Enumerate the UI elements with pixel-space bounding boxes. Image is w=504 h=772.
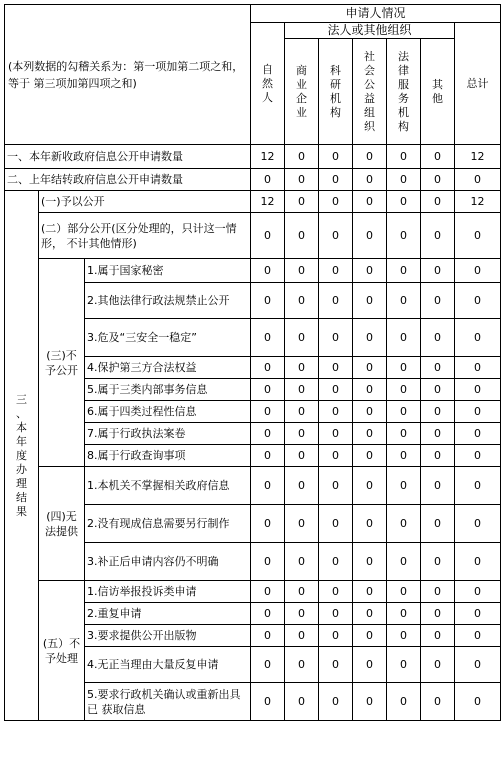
value-cell: 0: [455, 401, 501, 423]
value-cell: 0: [319, 603, 353, 625]
value-cell: 0: [353, 283, 387, 319]
vertical-char: 人: [262, 90, 274, 104]
value-cell: 0: [421, 191, 455, 213]
value-cell: 0: [319, 145, 353, 169]
vertical-char: 律: [398, 63, 410, 77]
group-label: (五）不予处理: [39, 581, 85, 721]
value-cell: 0: [455, 259, 501, 283]
vertical-char: 办: [16, 462, 27, 476]
value-cell: 0: [421, 379, 455, 401]
natural-person-header: [251, 23, 285, 145]
value-cell: 0: [285, 357, 319, 379]
value-cell: 0: [251, 603, 285, 625]
value-cell: 0: [353, 379, 387, 401]
value-cell: 0: [251, 647, 285, 683]
vertical-char: 年: [16, 434, 27, 448]
value-cell: 0: [319, 467, 353, 505]
business-header: [285, 39, 319, 145]
value-cell: 0: [285, 543, 319, 581]
social-org-header: [353, 39, 387, 145]
value-cell: 0: [353, 357, 387, 379]
value-cell: 0: [455, 467, 501, 505]
vertical-char: 公: [364, 77, 376, 91]
value-cell: 0: [319, 379, 353, 401]
value-cell: 0: [387, 145, 421, 169]
value-cell: 0: [285, 169, 319, 191]
value-cell: 0: [387, 467, 421, 505]
value-cell: 0: [353, 543, 387, 581]
value-cell: 0: [285, 213, 319, 259]
value-cell: 0: [455, 625, 501, 647]
value-cell: 0: [387, 683, 421, 721]
value-cell: 0: [285, 423, 319, 445]
vertical-char: 其: [432, 77, 444, 91]
table-row: [5, 191, 501, 213]
vertical-char: 本: [16, 420, 27, 434]
value-cell: 12: [251, 145, 285, 169]
value-cell: 0: [455, 423, 501, 445]
value-cell: 0: [455, 445, 501, 467]
value-cell: 0: [251, 467, 285, 505]
row-label: 1.本机关不掌握相关政府信息: [85, 467, 251, 505]
value-cell: 0: [455, 319, 501, 357]
value-cell: 0: [421, 467, 455, 505]
row-label: 1.属于国家秘密: [85, 259, 251, 283]
value-cell: 0: [421, 319, 455, 357]
value-cell: 0: [319, 401, 353, 423]
vertical-char: 理: [16, 476, 27, 490]
value-cell: 0: [251, 423, 285, 445]
value-cell: 0: [251, 319, 285, 357]
value-cell: 0: [319, 683, 353, 721]
value-cell: 0: [319, 625, 353, 647]
vertical-char: 织: [364, 119, 376, 133]
value-cell: 0: [251, 445, 285, 467]
value-cell: 0: [319, 283, 353, 319]
vertical-char: 机: [398, 105, 410, 119]
vertical-char: 自: [262, 62, 274, 76]
vertical-char: 然: [262, 76, 274, 90]
value-cell: 0: [285, 145, 319, 169]
row-label: (一)予以公开: [39, 191, 251, 213]
row-label: 二、上年结转政府信息公开申请数量: [5, 169, 251, 191]
value-cell: 0: [285, 379, 319, 401]
value-cell: 0: [353, 401, 387, 423]
value-cell: 0: [319, 423, 353, 445]
value-cell: 0: [251, 259, 285, 283]
vertical-char: 业: [296, 77, 308, 91]
value-cell: 0: [387, 401, 421, 423]
value-cell: 0: [387, 543, 421, 581]
row-label: 6.属于四类过程性信息: [85, 401, 251, 423]
value-cell: 0: [353, 191, 387, 213]
value-cell: 0: [353, 423, 387, 445]
value-cell: 0: [387, 581, 421, 603]
value-cell: 0: [387, 213, 421, 259]
value-cell: 0: [285, 191, 319, 213]
value-cell: 0: [387, 283, 421, 319]
value-cell: 0: [421, 647, 455, 683]
value-cell: 0: [353, 259, 387, 283]
vertical-char: 、: [16, 406, 27, 420]
vertical-char: 他: [432, 91, 444, 105]
row-label: 3.补正后申请内容仍不明确: [85, 543, 251, 581]
other-header: [421, 39, 455, 145]
applicant-header: 申请人情况: [251, 5, 501, 23]
table-row: [5, 581, 501, 603]
value-cell: 0: [353, 169, 387, 191]
value-cell: 0: [421, 543, 455, 581]
value-cell: 0: [319, 319, 353, 357]
value-cell: 0: [285, 259, 319, 283]
row-label: 8.属于行政查询事项: [85, 445, 251, 467]
value-cell: 0: [387, 505, 421, 543]
value-cell: 0: [285, 319, 319, 357]
value-cell: 0: [455, 283, 501, 319]
vertical-char: 结: [16, 490, 27, 504]
row-label: (二）部分公开(区分处理的，只计这一情形， 不计其他情形): [39, 213, 251, 259]
group-label: (四)无法提供: [39, 467, 85, 581]
row-label: 2.其他法律行政法规禁止公开: [85, 283, 251, 319]
value-cell: 0: [387, 259, 421, 283]
statistics-table: [4, 4, 501, 721]
value-cell: 0: [421, 625, 455, 647]
value-cell: 0: [455, 169, 501, 191]
value-cell: 0: [387, 603, 421, 625]
value-cell: 0: [455, 647, 501, 683]
value-cell: 0: [319, 259, 353, 283]
research-header: [319, 39, 353, 145]
value-cell: 12: [455, 191, 501, 213]
value-cell: 0: [285, 625, 319, 647]
value-cell: 0: [353, 603, 387, 625]
value-cell: 0: [387, 647, 421, 683]
value-cell: 0: [421, 445, 455, 467]
value-cell: 0: [353, 505, 387, 543]
vertical-char: 益: [364, 91, 376, 105]
value-cell: 0: [251, 505, 285, 543]
value-cell: 0: [319, 543, 353, 581]
value-cell: 0: [387, 379, 421, 401]
row-label: 一、本年新收政府信息公开申请数量: [5, 145, 251, 169]
row-label: 2.没有现成信息需要另行制作: [85, 505, 251, 543]
value-cell: 0: [421, 581, 455, 603]
value-cell: 0: [319, 213, 353, 259]
table-row: [5, 259, 501, 283]
value-cell: 0: [455, 213, 501, 259]
value-cell: 0: [353, 467, 387, 505]
value-cell: 0: [319, 647, 353, 683]
value-cell: 0: [319, 357, 353, 379]
value-cell: 0: [387, 625, 421, 647]
table-note: (本列数据的勾稽关系为：第一项加第二项之和，等于 第三项加第四项之和): [5, 5, 251, 145]
row-label: 7.属于行政执法案卷: [85, 423, 251, 445]
value-cell: 0: [353, 625, 387, 647]
row-label: 1.信访举报投诉类申请: [85, 581, 251, 603]
vertical-char: 商: [296, 63, 308, 77]
vertical-char: 构: [398, 119, 410, 133]
row-label: 5.要求行政机关确认或重新出具已 获取信息: [85, 683, 251, 721]
vertical-char: 业: [296, 105, 308, 119]
value-cell: 0: [455, 379, 501, 401]
vertical-char: 法: [398, 49, 410, 63]
value-cell: 0: [421, 283, 455, 319]
table-row: [5, 169, 501, 191]
value-cell: 0: [421, 401, 455, 423]
value-cell: 0: [387, 445, 421, 467]
value-cell: 0: [387, 423, 421, 445]
value-cell: 0: [387, 319, 421, 357]
table-row: [5, 213, 501, 259]
value-cell: 0: [285, 683, 319, 721]
value-cell: 0: [251, 581, 285, 603]
value-cell: 0: [353, 445, 387, 467]
value-cell: 0: [251, 683, 285, 721]
value-cell: 0: [285, 581, 319, 603]
value-cell: 0: [319, 169, 353, 191]
value-cell: 0: [387, 191, 421, 213]
total-header: 总计: [455, 23, 501, 145]
value-cell: 0: [455, 683, 501, 721]
vertical-char: 科: [330, 63, 342, 77]
vertical-char: 果: [16, 504, 27, 518]
legal-org-header: 法人或其他组织: [285, 23, 455, 39]
value-cell: 0: [285, 603, 319, 625]
value-cell: 0: [285, 283, 319, 319]
vertical-char: 组: [364, 105, 376, 119]
law-service-header: [387, 39, 421, 145]
value-cell: 0: [421, 423, 455, 445]
row-label: 2.重复申请: [85, 603, 251, 625]
group-label: (三)不予公开: [39, 259, 85, 467]
vertical-char: 研: [330, 77, 342, 91]
value-cell: 0: [353, 683, 387, 721]
value-cell: 0: [251, 379, 285, 401]
value-cell: 0: [353, 581, 387, 603]
value-cell: 0: [319, 581, 353, 603]
value-cell: 0: [353, 647, 387, 683]
vertical-char: 会: [364, 63, 376, 77]
value-cell: 0: [421, 357, 455, 379]
table-row: [5, 467, 501, 505]
vertical-char: 服: [398, 77, 410, 91]
value-cell: 0: [251, 169, 285, 191]
value-cell: 0: [421, 145, 455, 169]
row-label: 5.属于三类内部事务信息: [85, 379, 251, 401]
value-cell: 0: [251, 625, 285, 647]
value-cell: 0: [455, 581, 501, 603]
value-cell: 0: [285, 505, 319, 543]
value-cell: 0: [319, 191, 353, 213]
value-cell: 0: [251, 543, 285, 581]
value-cell: 0: [455, 603, 501, 625]
value-cell: 0: [387, 357, 421, 379]
vertical-char: 社: [364, 49, 376, 63]
vertical-char: 机: [330, 91, 342, 105]
vertical-char: 度: [16, 448, 27, 462]
value-cell: 0: [421, 169, 455, 191]
row-label: 4.保护第三方合法权益: [85, 357, 251, 379]
vertical-char: 务: [398, 91, 410, 105]
value-cell: 0: [251, 213, 285, 259]
value-cell: 0: [285, 647, 319, 683]
value-cell: 0: [353, 145, 387, 169]
value-cell: 0: [251, 357, 285, 379]
row-label: 4.无正当理由大量反复申请: [85, 647, 251, 683]
value-cell: 0: [387, 169, 421, 191]
section-three-label: [5, 191, 39, 721]
value-cell: 0: [353, 213, 387, 259]
value-cell: 12: [251, 191, 285, 213]
row-label: 3.危及“三安全一稳定”: [85, 319, 251, 357]
value-cell: 0: [455, 505, 501, 543]
value-cell: 0: [251, 401, 285, 423]
value-cell: 0: [285, 467, 319, 505]
row-label: 3.要求提供公开出版物: [85, 625, 251, 647]
value-cell: 0: [421, 505, 455, 543]
vertical-char: 企: [296, 91, 308, 105]
value-cell: 0: [285, 401, 319, 423]
vertical-char: 三: [16, 392, 27, 406]
value-cell: 0: [421, 603, 455, 625]
value-cell: 0: [251, 283, 285, 319]
value-cell: 0: [421, 213, 455, 259]
value-cell: 0: [455, 357, 501, 379]
value-cell: 0: [319, 445, 353, 467]
value-cell: 12: [455, 145, 501, 169]
value-cell: 0: [421, 259, 455, 283]
value-cell: 0: [319, 505, 353, 543]
table-row: [5, 145, 501, 169]
value-cell: 0: [421, 683, 455, 721]
vertical-char: 构: [330, 105, 342, 119]
value-cell: 0: [285, 445, 319, 467]
value-cell: 0: [353, 319, 387, 357]
value-cell: 0: [455, 543, 501, 581]
